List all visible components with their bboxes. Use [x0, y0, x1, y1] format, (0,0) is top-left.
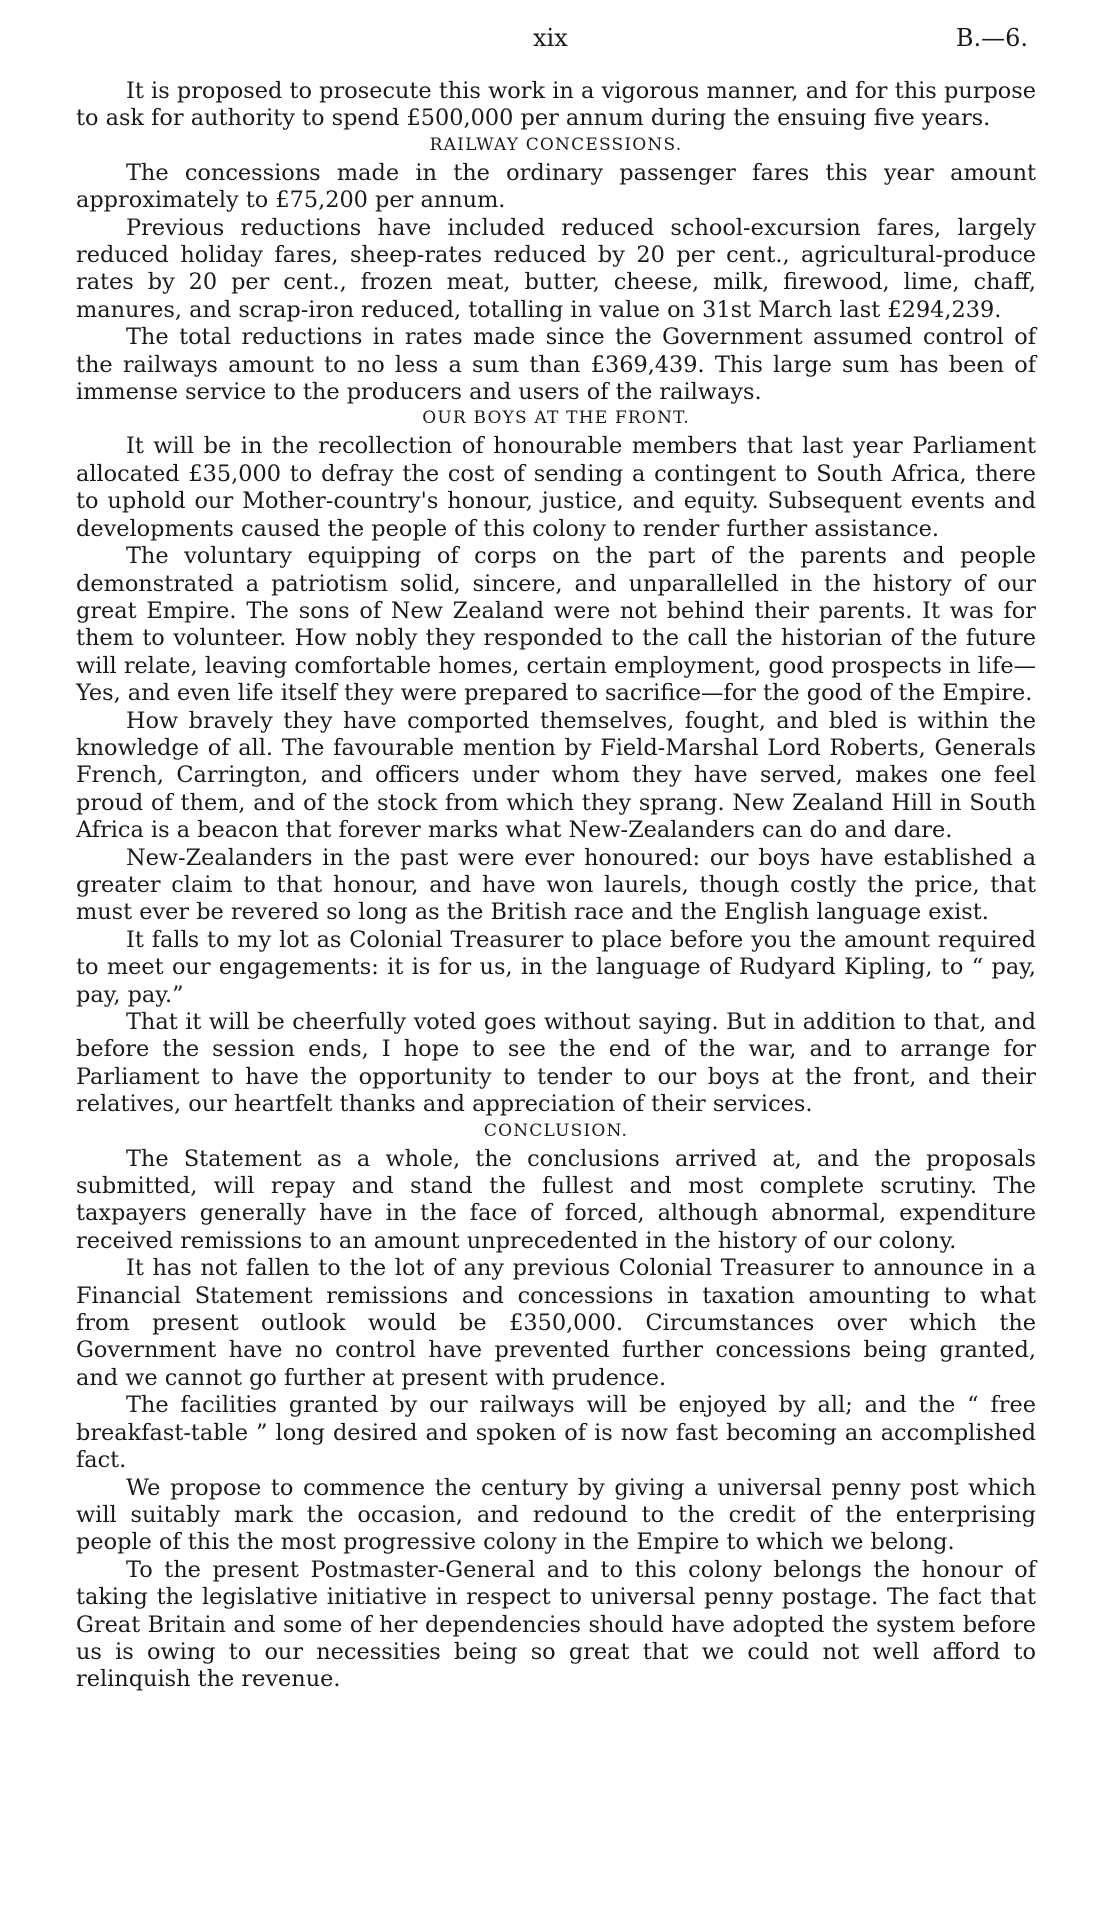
- paragraph: The voluntary equipping of corps on the part of the parents and people demonstrated a patriotism solid, sincere, and unparallelled in the history of our great Empire. The sons of New Zealand were not behind their parents. It was for them to volunteer. How nobly they responded to the call the historian of the future will relate, leaving comfortable homes, certain employment, good prospects in life—Yes, and even life itself they were prepared to sacrifice—for the good of the Empire.: [76, 543, 1036, 707]
- page-header: [0, 24, 1114, 60]
- paragraph: It will be in the recollection of honourable members that last year Parliament allocated £35,000 to defray the cost of sending a contingent to South Africa, there to uphold our Mother-country's honour, justice, and equity. Subsequent events and developments caused the people of this colony to render further assistance.: [76, 433, 1036, 542]
- paragraph: The concessions made in the ordinary passenger fares this year amount approximately to £75,200 per annum.: [76, 159, 1036, 214]
- page-number: xix: [533, 24, 568, 52]
- document-body: [76, 78, 1036, 1694]
- paragraph: It falls to my lot as Colonial Treasurer to place before you the amount required to meet our engagements: it is for us, in the language of Rudyard Kipling, to “ pay, pay, pay.”: [76, 926, 1036, 1008]
- section-heading-conclusion: CONCLUSION.: [483, 1120, 629, 1141]
- paragraph: It has not fallen to the lot of any previous Colonial Treasurer to announce in a Financial Statement remissions and concessions in taxation amounting to what from present outlook would be £350,000. Circumstances over which the Government have no control have prevented further concessions being granted, and we cannot go further at present with prudence.: [76, 1255, 1036, 1391]
- paragraph: To the present Postmaster-General and to this colony belongs the honour of taking the legislative initiative in respect to universal penny postage. The fact that Great Britain and some of her dependencies should have adopted the system before us is owing to our necessities being so great that we could not well afford to relinquish the revenue.: [76, 1556, 1036, 1693]
- paragraph: We propose to commence the century by giving a universal penny post which will suitably mark the occasion, and redound to the credit of the enterprising people of this the most progressive colony in the Empire to which we belong.: [76, 1474, 1036, 1556]
- paragraph: It is proposed to prosecute this work in a vigorous manner, and for this purpose to ask for authority to spend £500,000 per annum during the ensuing five years.: [76, 78, 1036, 132]
- paragraph: The total reductions in rates made since the Government assumed control of the railways amount to no less a sum than £369,439. This large sum has been of immense service to the producers and users of the railways.: [76, 324, 1036, 406]
- paragraph: New-Zealanders in the past were ever honoured: our boys have established a greater claim to that honour, and have won laurels, though costly the price, that must ever be revered so long as the British race and the English language exist.: [76, 844, 1036, 926]
- section-heading-our-boys-at-the-front: OUR BOYS AT THE FRONT.: [422, 408, 690, 429]
- document-code: B.—6.: [955, 24, 1028, 52]
- paragraph: The Statement as a whole, the conclusions arrived at, and the proposals submitted, will repay and stand the fullest and most complete scrutiny. The taxpayers generally have in the face of forced, although abnormal, expenditure received remissions to an amount unprecedented in the history of our colony.: [76, 1145, 1036, 1254]
- paragraph: Previous reductions have included reduced school-excursion fares, largely reduced holiday fares, sheep-rates reduced by 20 per cent., agricultural-produce rates by 20 per cent., frozen meat, butter, cheese, milk, firewood, lime, chaff, manures, and scrap-iron reduced, totalling in value on 31st March last £294,239.: [76, 214, 1036, 323]
- paragraph: How bravely they have comported themselves, fought, and bled is within the knowledge of all. The favourable mention by Field-Marshal Lord Roberts, Generals French, Carrington, and officers under whom they have served, makes one feel proud of them, and of the stock from which they sprang. New Zealand Hill in South Africa is a beacon that forever marks what New-Zealanders can do and dare.: [76, 707, 1036, 844]
- section-heading-railway-concessions: RAILWAY CONCESSIONS.: [429, 134, 683, 155]
- paragraph: That it will be cheerfully voted goes without saying. But in addition to that, and before the session ends, I hope to see the end of the war, and to arrange for Parliament to have the opportunity to tender to our boys at the front, and their relatives, our heartfelt thanks and appreciation of their services.: [76, 1009, 1036, 1118]
- paragraph: The facilities granted by our railways will be enjoyed by all; and the “ free breakfast-table ” long desired and spoken of is now fast becoming an accomplished fact.: [76, 1392, 1036, 1474]
